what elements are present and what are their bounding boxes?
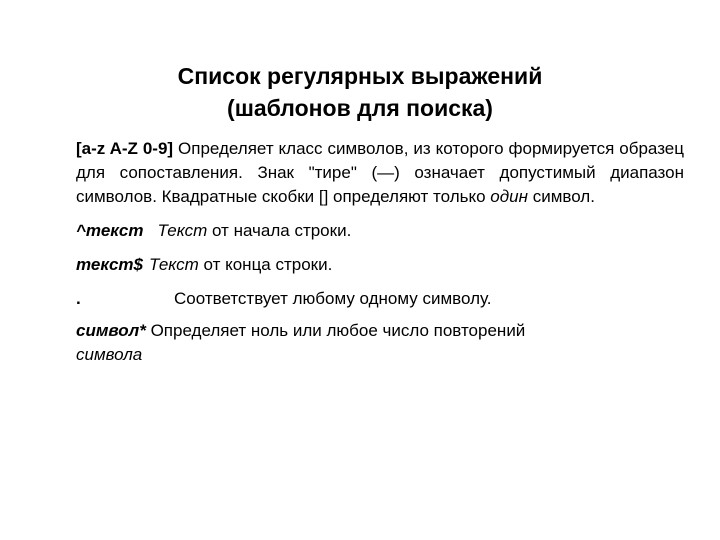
desc-character-class-end: символ. [527,187,595,206]
slide-title [0,60,720,124]
term-any-character: . [76,289,81,308]
desc-repetition-italic: символа [76,345,143,364]
item-any-character [76,287,684,311]
term-character-class: [a-z A-Z 0-9] [76,139,174,158]
desc-end-rest: от конца строки. [198,255,333,274]
term-start-of-line: ^текст [76,221,144,240]
item-character-class [76,137,684,209]
slide-body [76,137,684,367]
item-start-of-line [76,219,684,243]
desc-start-rest: от начала строки. [207,221,352,240]
desc-end-italic: Текст [149,255,199,274]
term-repetition: символ* [76,321,146,340]
title-line-2: (шаблонов для поиска) [227,95,493,121]
title-line-1: Список регулярных выражений [177,63,543,89]
desc-character-class: Определяет класс символов, из которого формируется образец для сопоставления. Знак "тире" (—) означает допустимый диапазон символов. Квадратные скобки [] определяют только [76,139,684,206]
item-repetition [76,319,684,367]
desc-start-italic: Текст [157,221,208,240]
item-end-of-line [76,253,684,277]
term-end-of-line: текст$ [76,255,143,274]
desc-character-class-italic: один [490,187,528,206]
desc-any-character: Соответствует любому одному символу. [174,289,492,308]
desc-repetition: Определяет ноль или любое число повторений [145,321,526,340]
